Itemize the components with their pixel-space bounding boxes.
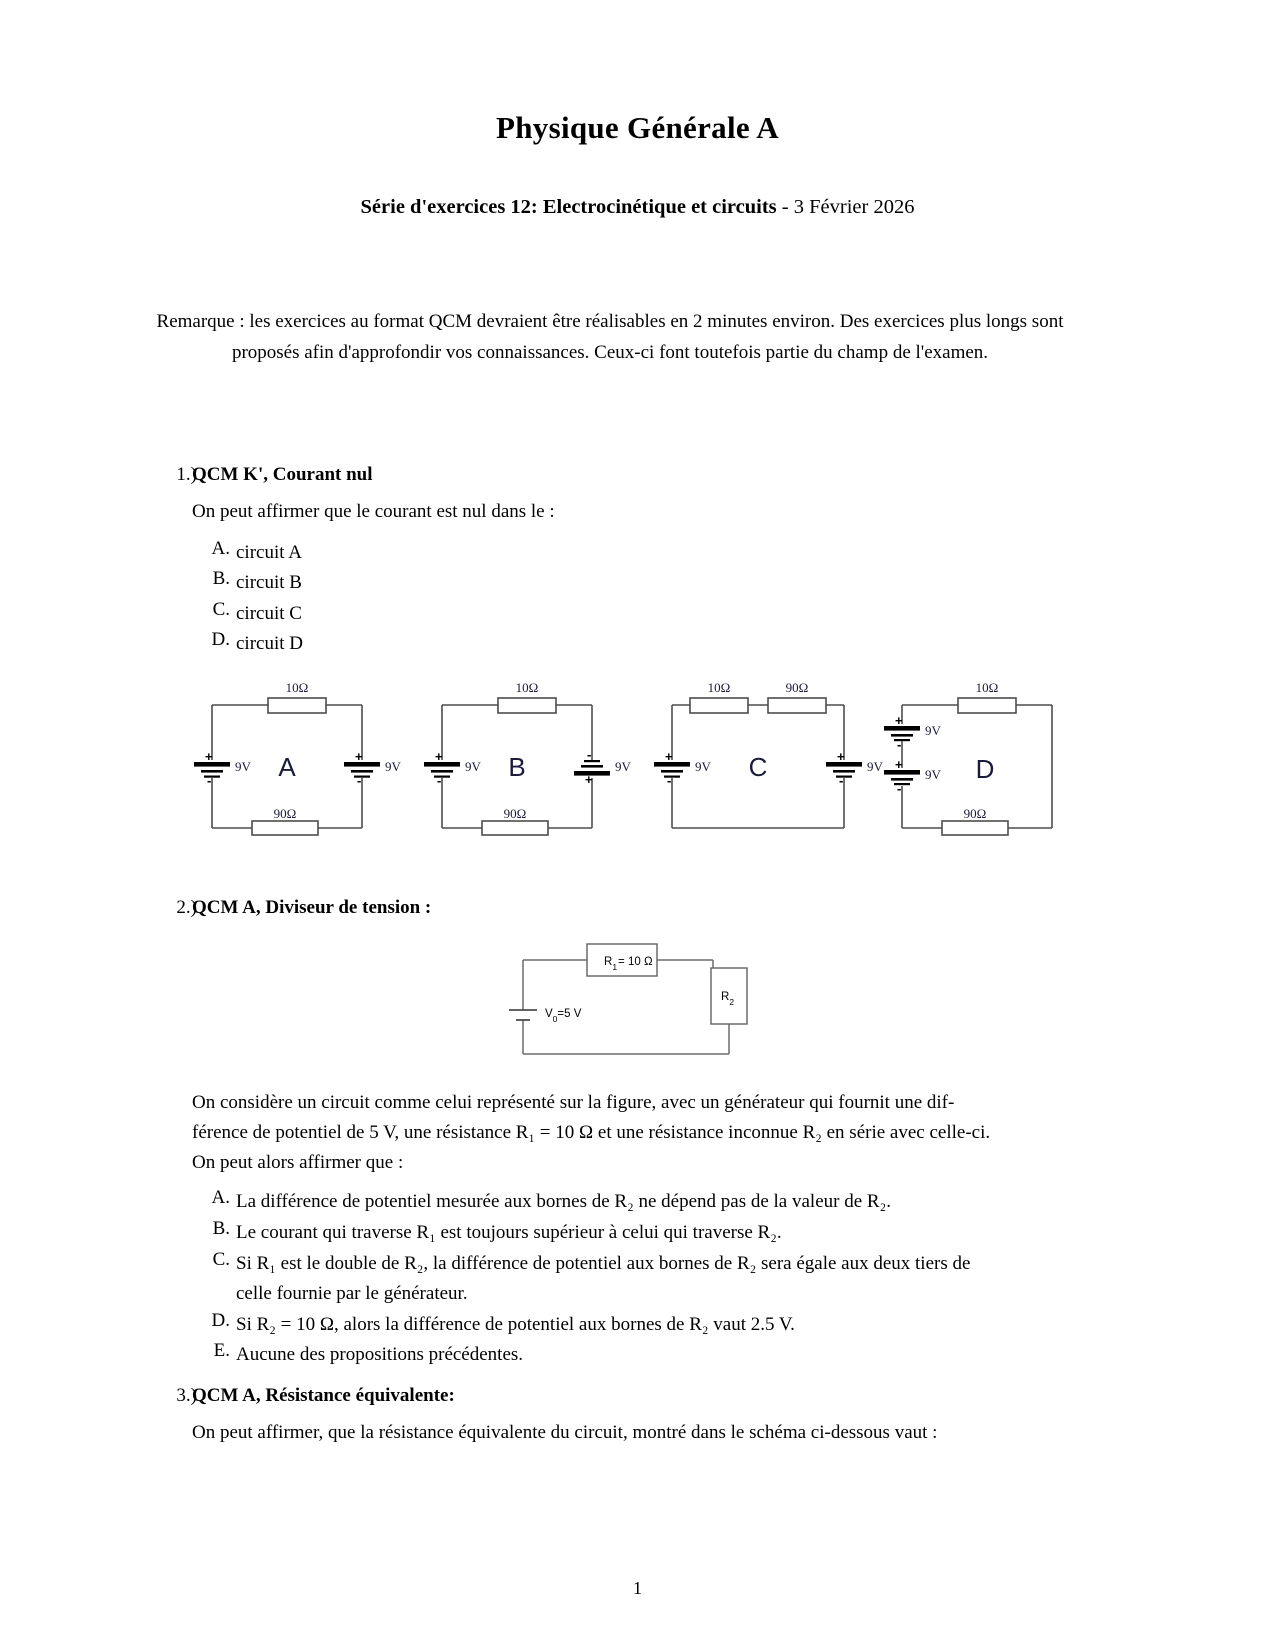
circuit-a-resistor-bottom-label: 90Ω [273,806,297,821]
circuit-b-battery-left-minus: - [437,773,442,788]
exercise-1-option-text-c: circuit C [236,603,302,624]
circuit-label-a: A [278,752,296,782]
exercise-1-option-letter-a: A. [211,538,230,559]
exercise-1-circuit-figure [190,672,1080,852]
circuit-d-resistor-top-label: 10Ω [975,680,999,695]
circuit-label-d: D [975,754,995,784]
circuit-c-battery-right-value: 9V [867,759,883,774]
circuit-c-resistor-top-left-label: 10Ω [707,680,731,695]
circuit-b-battery-right-plus: + [585,772,593,787]
page-title: Physique Générale A [496,110,779,145]
circuit-b-battery-right-value: 9V [615,759,631,774]
page-number: 1 [633,1578,642,1598]
divider-source-label: $V_0=5$ V [545,1008,582,1024]
circuit-d-battery-upper-plus: + [895,713,903,728]
circuit-d-battery-lower-minus: - [897,781,902,796]
remark-paragraph: Remarque : les exercices au format QCM devraient être réalisables en 2 minutes environ. Des exercices plus longs sont proposés afin d'approfondir vos connaissances. Ceux-ci font toutefois partie du champ de l'examen. [156,311,1064,363]
divider-svg [505,938,765,1068]
circuit-d-battery-lower-value: 9V [925,767,941,782]
battery-short-plate [431,770,453,773]
circuit-c-battery-left-minus: - [667,773,672,788]
circuit-d-battery-lower-plus: + [895,757,903,772]
exercise-2-number: 2.) [176,897,197,918]
circuit-d-resistor-top [958,698,1016,713]
divider-r2-label: $R_2$ [721,991,735,1007]
exercise-3-number: 3.) [176,1385,197,1406]
circuit-a-battery-left-value: 9V [235,759,251,774]
exercise-2-option-text-b: Le courant qui traverse R₁ est toujours supérieur à celui qui traverse R₂. [236,1222,782,1243]
circuit-c-battery-left [654,762,690,778]
exercise-2-option-text-c-line-1: Si R₁ est le double de R₂, la différence de potentiel aux bornes de R₂ sera égale aux deux tiers de [236,1253,971,1274]
circuit-a-resistor-top-label: 10Ω [285,680,309,695]
circuit-c-battery-left-value: 9V [695,759,711,774]
circuit-d-resistor-bottom-label: 90Ω [963,806,987,821]
circuit-c-resistor-top-right-label: 90Ω [785,680,809,695]
exercise-1-option-text-d: circuit D [236,633,304,654]
exercise-2-heading: QCM A, Diviseur de tension : [192,897,432,918]
circuit-label-b: B [508,752,526,782]
exercise-1-option-letter-d: D. [211,629,230,650]
exercise-1-option-letter-c: C. [212,599,230,620]
circuit-a-battery-right [344,762,380,778]
circuit-c-resistor-top-left [690,698,748,713]
exercise-1-option-text-b: circuit B [236,572,302,593]
exercise-2-option-text-a: La différence de potentiel mesurée aux bornes de R₂ ne dépend pas de la valeur de R₂. [236,1191,891,1212]
circuit-b-battery-left-value: 9V [465,759,481,774]
circuit-b-resistor-bottom [482,821,548,835]
exercise-2-option-text-c-line-2: celle fournie par le générateur. [236,1283,468,1304]
circuit-d-battery-upper-minus: - [897,737,902,752]
circuit-c-battery-right-minus: - [839,773,844,788]
circuit-label-c: C [748,752,768,782]
exercise-3-prompt: On peut affirmer, que la résistance équivalente du circuit, montré dans le schéma ci-dessous vaut : [192,1422,938,1443]
circuit-a-resistor-top [268,698,326,713]
circuit-c-resistor-top-right [768,698,826,713]
battery-short-plate [891,778,913,781]
exercise-2-paragraph-line-3: On peut alors affirmer que : [192,1152,404,1173]
battery-short-plate [661,770,683,773]
circuit-b-resistor-top-label: 10Ω [515,680,539,695]
circuit-c-battery-right [826,762,862,778]
exercise-1-heading: QCM K', Courant nul [192,464,373,485]
battery-short-plate [201,770,223,773]
circuit-c-battery-left-plus: + [665,749,673,764]
exercise-2-option-letter-e: E. [213,1340,230,1361]
document-subtitle [0,196,1275,219]
exercise-2-paragraph-line-1: On considère un circuit comme celui représenté sur la figure, avec un générateur qui fournit une dif- [192,1092,955,1113]
exercise-2-option-letter-d: D. [211,1310,230,1331]
subtitle-date: - 3 Février 2026 [776,196,915,218]
circuit-b-resistor-bottom-label: 90Ω [503,806,527,821]
battery-short-plate [351,770,373,773]
exercise-2-option-letter-b: B. [212,1218,230,1239]
exercise-1-option-letter-b: B. [212,568,230,589]
exercise-2-option-letter-a: A. [211,1187,230,1208]
exercise-1-option-text-a: circuit A [236,542,302,563]
exercise-3-heading: QCM A, Résistance équivalente: [192,1385,455,1406]
circuit-d-resistor-bottom [942,821,1008,835]
battery-short-plate [581,765,603,768]
circuit-b-battery-left [424,762,460,778]
exercise-2-paragraph-line-2: férence de potentiel de 5 V, une résistance R₁ = 10 Ω et une résistance inconnue R₂ en série avec celle-ci. [192,1122,991,1143]
circuits-svg [190,672,1080,852]
exercise-1-number: 1.) [176,464,197,485]
circuit-a-battery-left-plus: + [205,749,213,764]
exercise-2-option-letter-c: C. [212,1249,230,1270]
circuit-d-battery-upper [884,726,920,741]
battery-short-plate [833,770,855,773]
exercise-1-prompt: On peut affirmer que le courant est nul dans le : [192,501,555,522]
exercise-2-circuit-figure [505,938,765,1068]
exercise-2-option-text-e: Aucune des propositions précédentes. [236,1344,524,1365]
circuit-b-resistor-top [498,698,556,713]
circuit-d-battery-lower [884,770,920,785]
circuit-d-battery-upper-value: 9V [925,723,941,738]
divider-r1-label: $R_1= 10$ Ω [604,956,653,972]
circuit-a-battery-left-minus: - [207,773,212,788]
circuit-a-battery-right-plus: + [355,749,363,764]
exercise-2-option-text-d: Si R₂ = 10 Ω, alors la différence de potentiel aux bornes de R₂ vaut 2.5 V. [236,1314,795,1335]
circuit-a-resistor-bottom [252,821,318,835]
circuit-b-battery-right-minus: - [587,747,592,762]
circuit-a-battery-left [194,762,230,778]
battery-short-plate [891,734,913,737]
circuit-a-battery-right-value: 9V [385,759,401,774]
circuit-a-battery-right-minus: - [357,773,362,788]
circuit-c-battery-right-plus: + [837,749,845,764]
subtitle-series-label: Série d'exercices 12: Electrocinétique et circuits [360,196,777,218]
circuit-b-battery-left-plus: + [435,749,443,764]
